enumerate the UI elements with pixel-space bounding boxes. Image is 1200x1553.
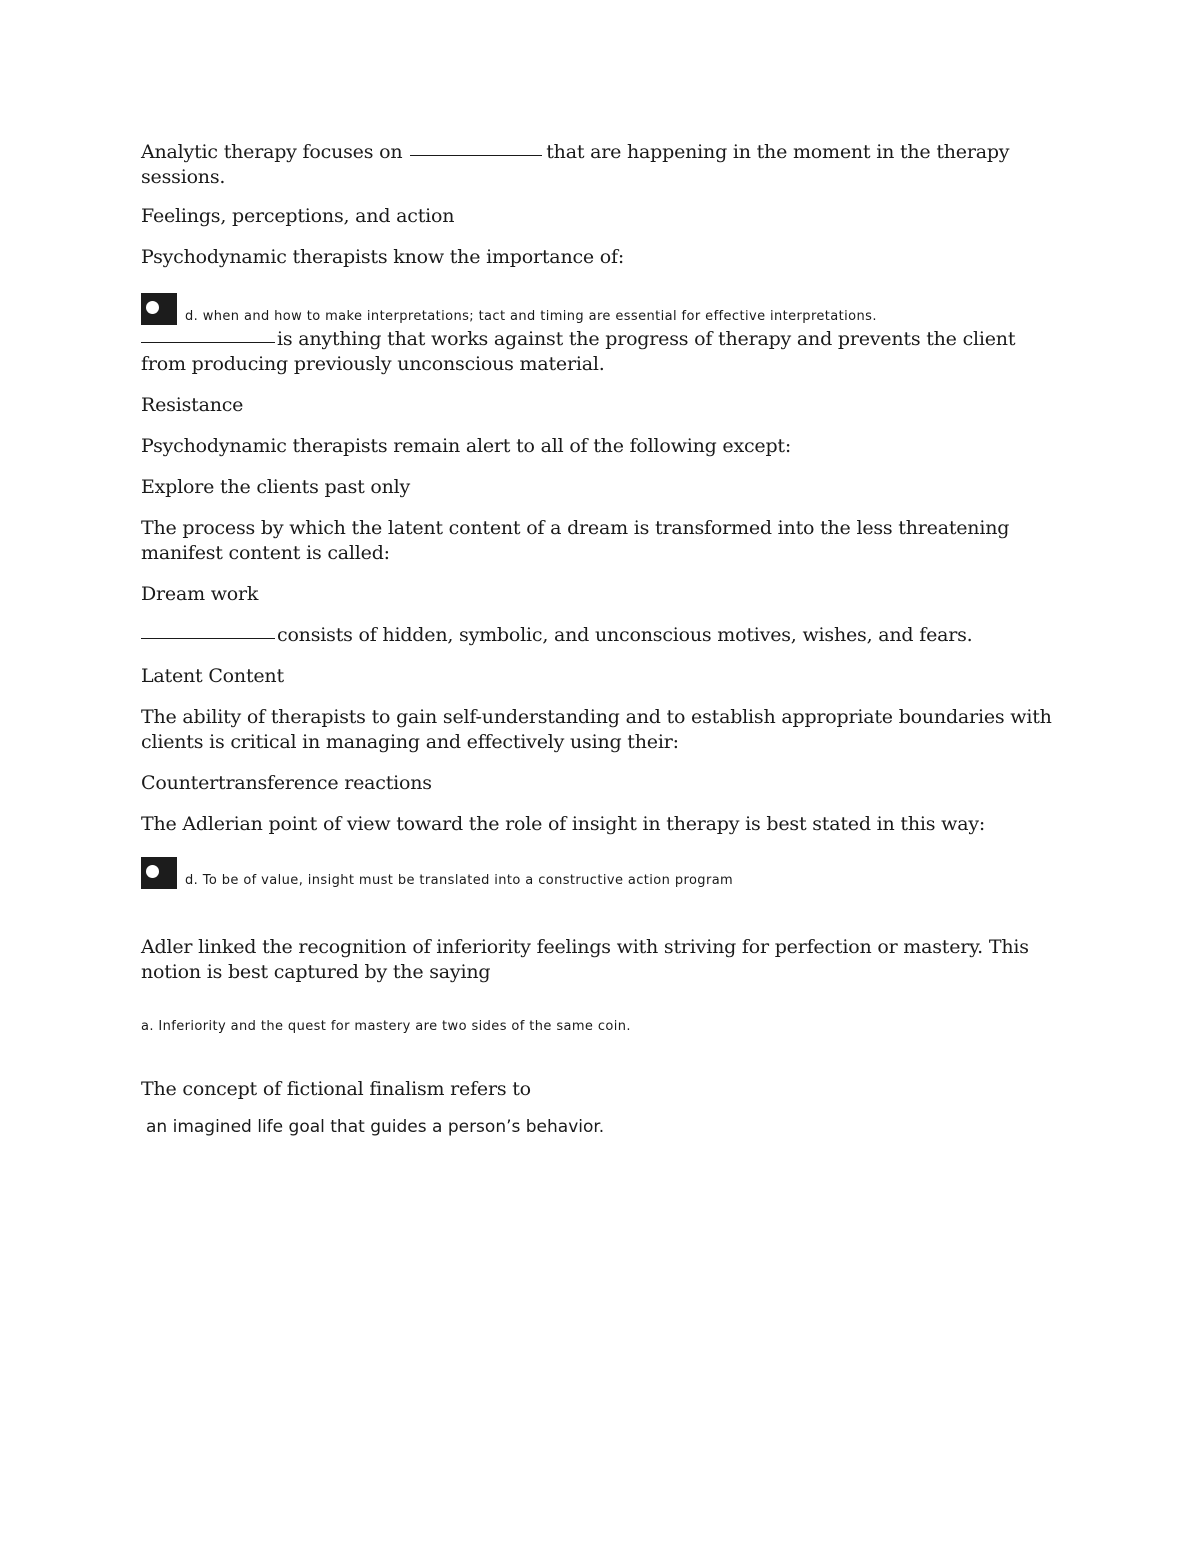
- question-7: The ability of therapists to gain self-understanding and to establish appropriate boundaries with clients is critical in managing and effectively using their:: [141, 706, 1052, 753]
- question-8: The Adlerian point of view toward the role of insight in therapy is best stated in this way:: [141, 813, 986, 835]
- answer-4: Explore the clients past only: [141, 476, 411, 498]
- blank-line: [141, 637, 275, 639]
- radio-dot-icon: [146, 301, 159, 314]
- answer-8-option: [141, 857, 1061, 889]
- answer-2-option: [141, 293, 1061, 325]
- radio-button[interactable]: [141, 857, 177, 889]
- answer-1: Feelings, perceptions, and action: [141, 205, 455, 227]
- question-2: Psychodynamic therapists know the importance of:: [141, 246, 625, 268]
- question-3: [141, 327, 1061, 377]
- answer-5: Dream work: [141, 583, 259, 605]
- question-6: [141, 623, 1061, 648]
- answer-7: Countertransference reactions: [141, 772, 432, 794]
- question-6-text: consists of hidden, symbolic, and unconscious motives, wishes, and fears.: [277, 624, 973, 646]
- radio-button[interactable]: [141, 293, 177, 325]
- answer-8-option-label: d. To be of value, insight must be translated into a constructive action program: [185, 873, 734, 888]
- answer-3: Resistance: [141, 394, 244, 416]
- question-3-text: is anything that works against the progress of therapy and prevents the client from producing previously unconscious material.: [141, 328, 1016, 375]
- answer-2-option-label: d. when and how to make interpretations; tact and timing are essential for effective interpretations.: [185, 309, 877, 324]
- radio-dot-icon: [146, 865, 159, 878]
- question-1-text-post: that are happening in the moment in the therapy sessions.: [141, 141, 1010, 188]
- question-1-text-pre: Analytic therapy focuses on: [141, 141, 403, 163]
- question-10: The concept of fictional finalism refers to: [141, 1078, 531, 1100]
- answer-9: a. Inferiority and the quest for mastery are two sides of the same coin.: [141, 1019, 631, 1034]
- question-4: Psychodynamic therapists remain alert to all of the following except:: [141, 435, 792, 457]
- question-1: [141, 140, 1061, 190]
- blank-line: [410, 154, 542, 156]
- document-page: [141, 140, 1061, 1138]
- answer-10: an imagined life goal that guides a person’s behavior.: [146, 1117, 605, 1137]
- question-9: Adler linked the recognition of inferiority feelings with striving for perfection or mastery. This notion is best captured by the saying: [141, 936, 1029, 983]
- blank-line: [141, 341, 275, 343]
- answer-6: Latent Content: [141, 665, 284, 687]
- question-5: The process by which the latent content of a dream is transformed into the less threatening manifest content is called:: [141, 517, 1010, 564]
